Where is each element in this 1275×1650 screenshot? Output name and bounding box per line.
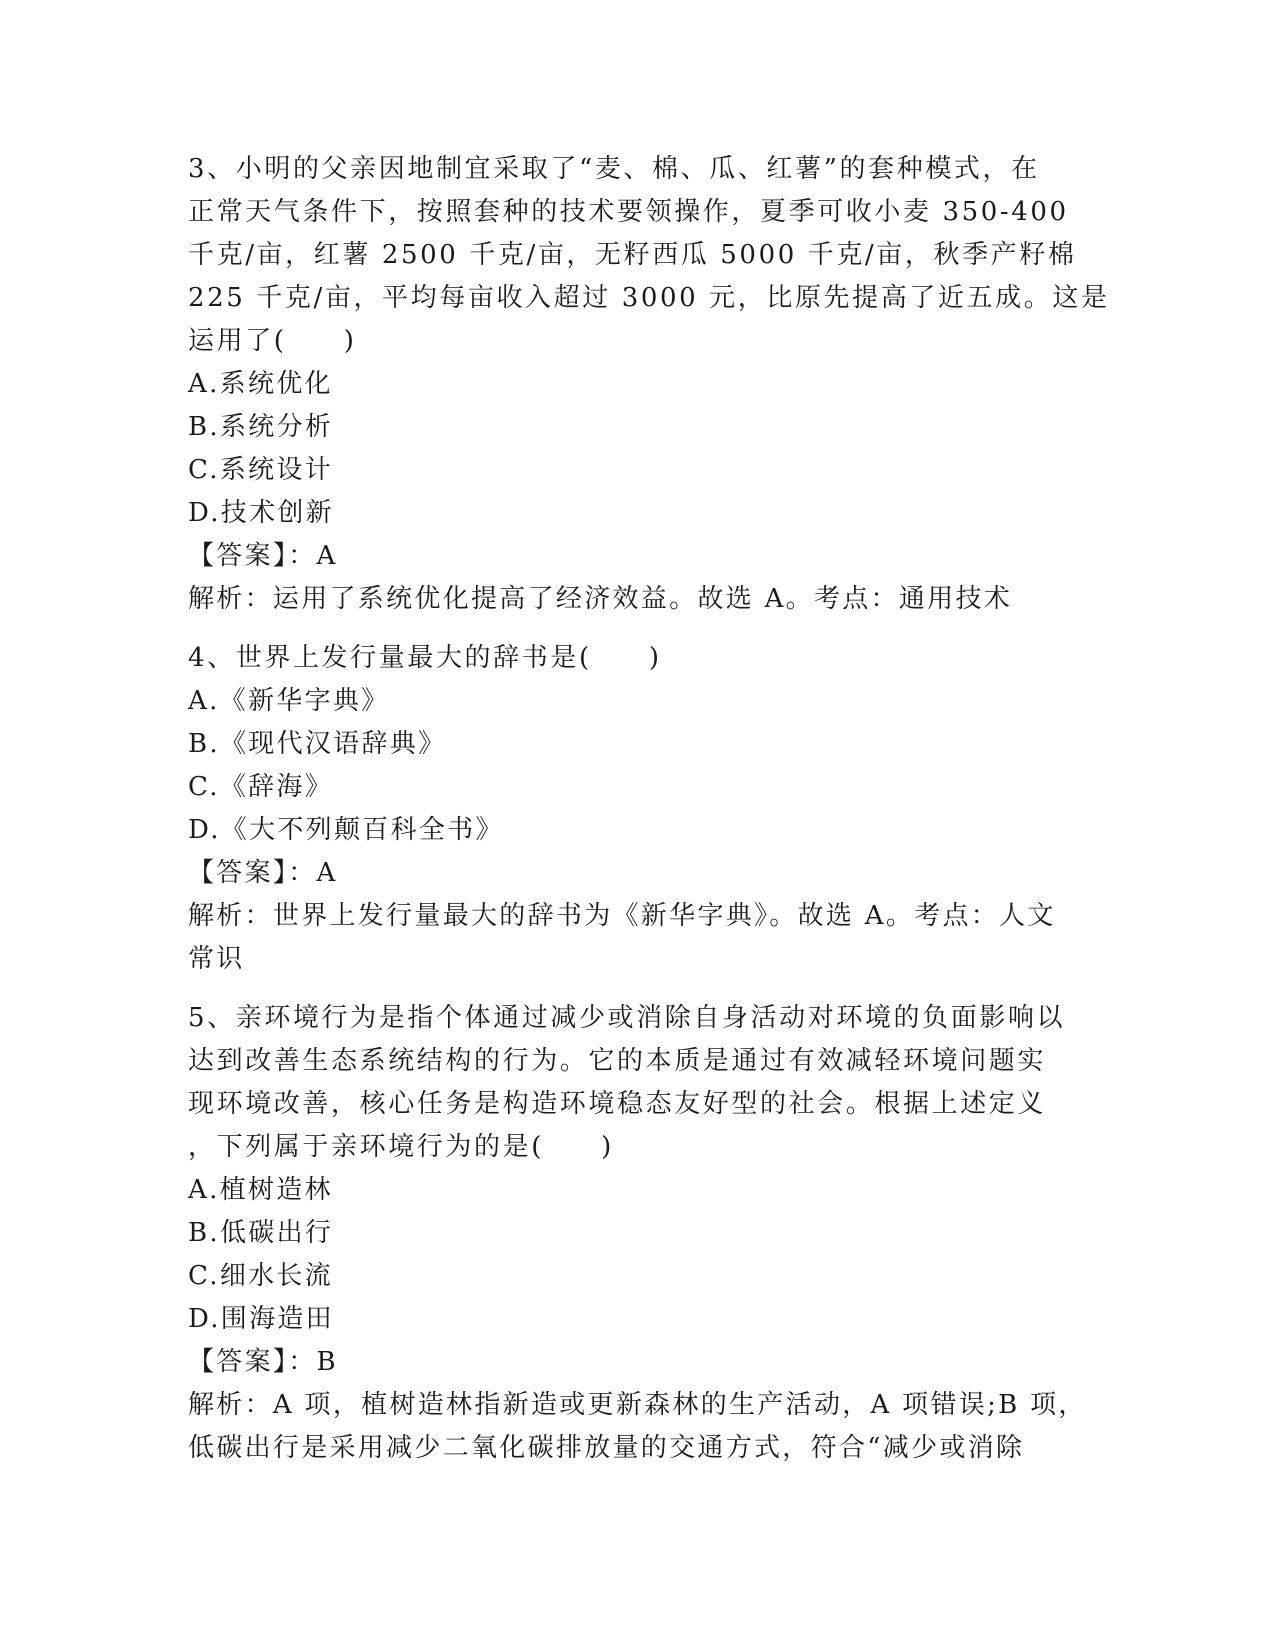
question-stem-line: 千克/亩，红薯 2500 千克/亩，无籽西瓜 5000 千克/亩，秋季产籽棉 xyxy=(188,240,1077,270)
option-a: A.系统优化 xyxy=(188,369,333,399)
question-stem-line: 达到改善生态系统结构的行为。它的本质是通过有效减轻环境问题实 xyxy=(188,1046,1047,1076)
question-stem-line: ，下列属于亲环境行为的是( ) xyxy=(188,1132,614,1162)
analysis-line: 低碳出行是采用减少二氧化碳排放量的交通方式，符合“减少或消除 xyxy=(188,1433,1025,1463)
option-a: A.植树造林 xyxy=(188,1175,333,1205)
option-c: C.细水长流 xyxy=(188,1261,334,1291)
option-c: C.系统设计 xyxy=(188,455,334,485)
question-stem-line: 现环境改善，核心任务是构造环境稳态友好型的社会。根据上述定义 xyxy=(188,1089,1047,1119)
option-b: B.低碳出行 xyxy=(188,1218,334,1248)
question-stem-line: 3、小明的父亲因地制宜采取了“麦、棉、瓜、红薯”的套种模式，在 xyxy=(188,154,1040,184)
analysis-line: 常识 xyxy=(188,944,245,974)
answer-label: 【答案】：A xyxy=(188,858,338,888)
analysis-line: 解析：A 项，植树造林指新造或更新森林的生产活动，A 项错误;B 项， xyxy=(188,1390,1087,1420)
option-b: B.系统分析 xyxy=(188,412,334,442)
analysis-line: 解析：世界上发行量最大的辞书为《新华字典》。故选 A。考点：人文 xyxy=(188,901,1056,931)
answer-label: 【答案】：B xyxy=(188,1347,338,1377)
answer-label: 【答案】：A xyxy=(188,541,338,571)
question-stem-line: 5、亲环境行为是指个体通过减少或消除自身活动对环境的负面影响以 xyxy=(188,1003,1066,1033)
option-a: A.《新华字典》 xyxy=(188,686,390,716)
question-3 xyxy=(188,148,1110,621)
option-d: D.技术创新 xyxy=(188,498,334,528)
analysis-line: 解析：运用了系统优化提高了经济效益。故选 A。考点：通用技术 xyxy=(188,584,1013,614)
exam-content xyxy=(188,148,1110,1486)
question-stem-line: 运用了( ) xyxy=(188,326,357,356)
question-5 xyxy=(188,997,1088,1470)
question-stem-line: 225 千克/亩，平均每亩收入超过 3000 元，比原先提高了近五成。这是 xyxy=(188,283,1110,313)
option-b: B.《现代汉语辞典》 xyxy=(188,729,447,759)
question-stem-line: 4、世界上发行量最大的辞书是( ) xyxy=(188,643,662,673)
option-d: D.《大不列颠百科全书》 xyxy=(188,815,504,845)
question-stem-line: 正常天气条件下，按照套种的技术要领操作，夏季可收小麦 350-400 xyxy=(188,197,1069,227)
option-d: D.围海造田 xyxy=(188,1304,334,1334)
option-c: C.《辞海》 xyxy=(188,772,334,802)
question-4 xyxy=(188,637,1088,981)
